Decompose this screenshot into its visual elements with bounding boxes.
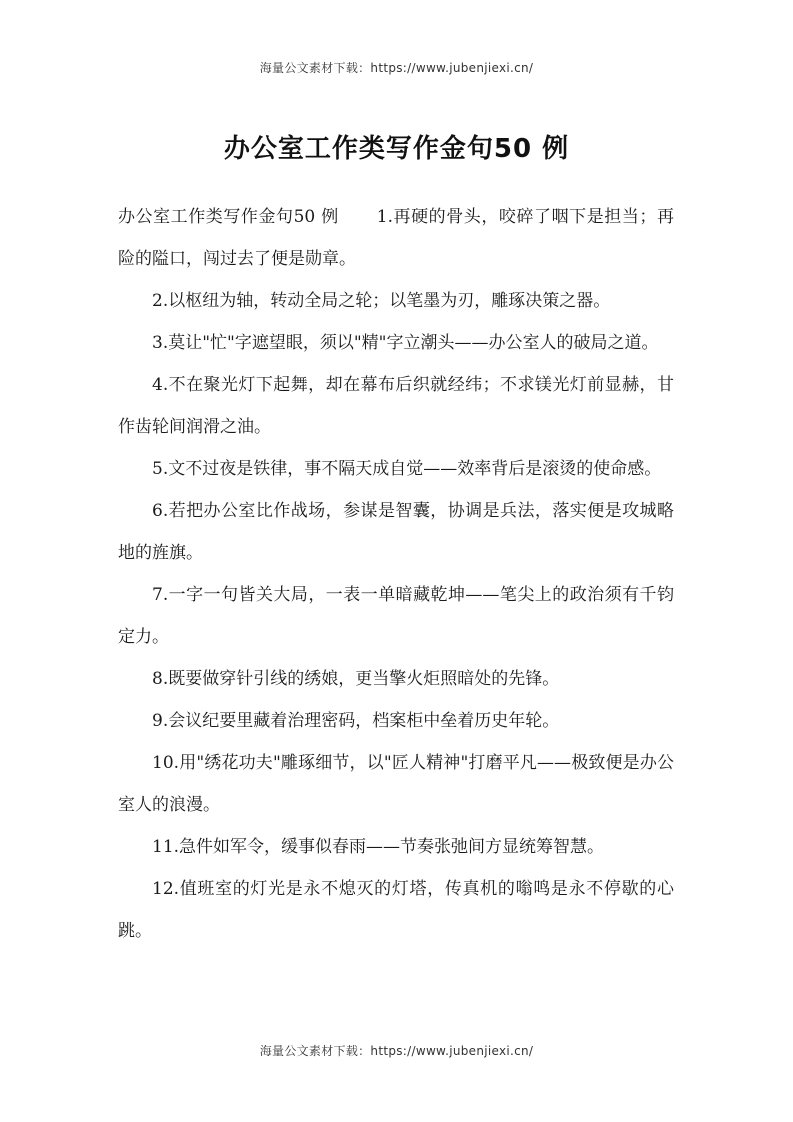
item-9-paragraph: 9.会议纪要里藏着治理密码，档案柜中垒着历史年轮。	[152, 711, 560, 731]
item-8-paragraph: 8.既要做穿针引线的绣娘，更当擎火炬照暗处的先锋。	[152, 669, 560, 689]
item-2-paragraph: 2.以枢纽为轴，转动全局之轮；以笔墨为刃，雕琢决策之器。	[152, 291, 611, 311]
item-12-paragraph: 12.值班室的灯光是永不熄灭的灯塔，传真机的嗡鸣是永不停歇的心跳。	[118, 879, 674, 941]
item-11-paragraph: 11.急件如军令，缓事似春雨——节奏张弛间方显统筹智慧。	[152, 837, 605, 857]
item-6-paragraph: 6.若把办公室比作战场，参谋是智囊，协调是兵法，落实便是攻城略地的旌旗。	[118, 501, 674, 563]
page-header: 海量公文素材下载：https://www.jubenjiexi.cn/	[259, 61, 534, 75]
item-5-paragraph: 5.文不过夜是铁律，事不隔天成自觉——效率背后是滚烫的使命感。	[152, 459, 662, 479]
page-footer: 海量公文素材下载：https://www.jubenjiexi.cn/	[259, 1044, 534, 1058]
intro-doc-title: 办公室工作类写作金句50 例	[118, 207, 339, 227]
item-10-paragraph: 10.用"绣花功夫"雕琢细节，以"匠人精神"打磨平凡——极致便是办公室人的浪漫。	[118, 753, 674, 815]
document-body	[118, 196, 674, 952]
document-title: 办公室工作类写作金句50 例	[223, 134, 570, 164]
intro-paragraph	[118, 196, 674, 280]
item-7-paragraph: 7.一字一句皆关大局，一表一单暗藏乾坤——笔尖上的政治须有千钧定力。	[118, 585, 674, 647]
item-1-text: 1.再硬的骨头，咬碎了咽下是担当；再险的隘口，闯过去了便是勋章。	[118, 207, 674, 269]
item-3-paragraph: 3.莫让"忙"字遮望眼，须以"精"字立潮头——办公室人的破局之道。	[152, 333, 659, 353]
item-4-paragraph: 4.不在聚光灯下起舞，却在幕布后织就经纬；不求镁光灯前显赫，甘作齿轮间润滑之油。	[118, 375, 674, 437]
